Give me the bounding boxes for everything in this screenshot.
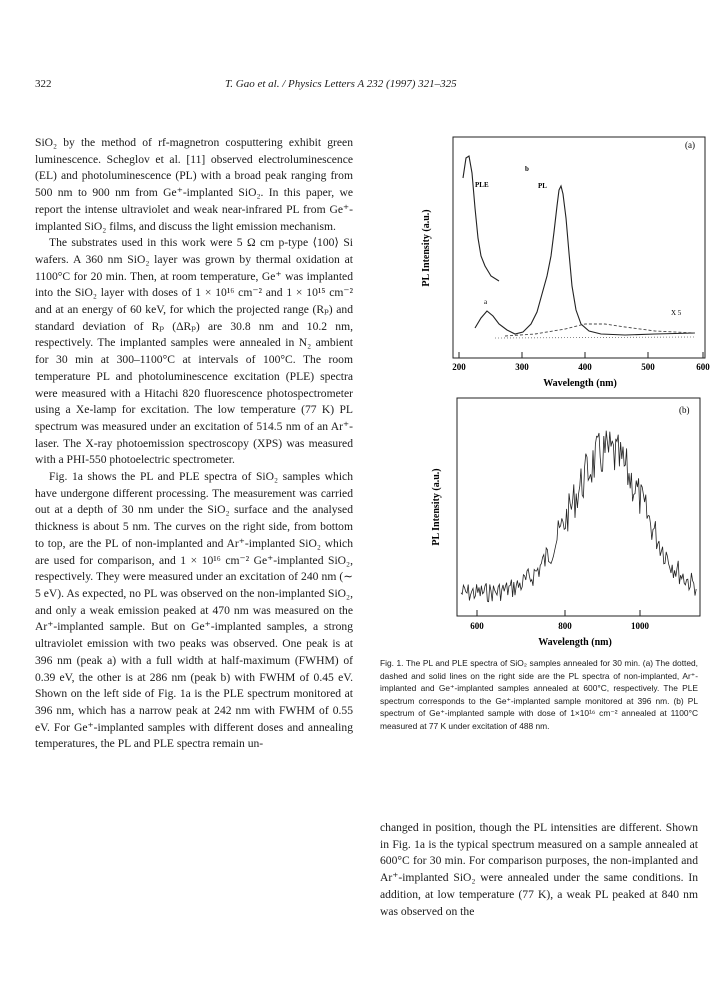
ple-label: PLE xyxy=(475,181,489,189)
ple-curve xyxy=(463,156,499,281)
figure-1b xyxy=(415,393,720,655)
paragraph-intro-end: SiO₂ by the method of rf-magnetron cosputtering exhibit green luminescence. Scheglov et al. [11] observed electroluminescence (EL) and photoluminescence (PL) with a broad peak ranging from 500 nm to 900 nm from Ge⁺-implanted SiO₂. In this paper, we report the intense ultraviolet and weak near-infrared PL from Ge⁺-implanted SiO₂ films, and discuss the light emission mechanism. xyxy=(35,136,353,233)
figure-1b-xtick-label: 600 xyxy=(470,621,484,631)
figure-1b-frame xyxy=(457,398,700,616)
paragraph-results-continued: changed in position, though the PL intensities are different. Shown in Fig. 1a is the typical spectrum measured on a sample annealed at 600°C for 30 min. For comparison purposes, the non-implanted and Ar⁺-implanted SiO₂ were annealed under the same conditions. In addition, at low temperature (77 K), a weak PL peaked at 840 nm was observed on the xyxy=(380,821,698,918)
figure-1b-xtick-label: 800 xyxy=(558,621,572,631)
figure-1a-panel-label: (a) xyxy=(685,140,695,150)
pl-label: PL xyxy=(538,182,547,190)
figure-1a-xtick-label: 200 xyxy=(452,362,466,372)
figure-1a-ylabel: PL Intensity (a.u.) xyxy=(421,209,432,287)
figure-1a-xlabel: Wavelength (nm) xyxy=(543,378,617,389)
figure-1a xyxy=(415,128,720,393)
peak-a-label: a xyxy=(484,298,488,306)
pl-curve-non-implanted xyxy=(495,337,695,338)
scale-factor-label: X 5 xyxy=(671,309,682,317)
figure-1a-xtick-label: 500 xyxy=(641,362,655,372)
pl-curve-77k xyxy=(461,431,696,602)
running-head: T. Gao et al. / Physics Letters A 232 (1997) 321–325 xyxy=(225,78,457,90)
figure-1a-xtick-label: 300 xyxy=(515,362,529,372)
figure-1b-xlabel: Wavelength (nm) xyxy=(538,637,612,648)
page-number: 322 xyxy=(35,78,52,90)
figure-1b-xtick-label: 1000 xyxy=(631,621,649,631)
pl-curve-ge-implanted xyxy=(475,186,695,335)
figure-1a-xticks xyxy=(452,352,710,372)
figure-caption: Fig. 1. The PL and PLE spectra of SiO₂ samples annealed for 30 min. (a) The dotted, dashed and solid lines on the right side are the PL spectra of non-implanted, Ar⁺-implanted and Ge⁺-implanted samples annealed at 600°C, respectively. The PLE spectrum corresponds to the Ge⁺-implanted sample monitored at 396 nm. (b) PL spectrum of Ge⁺-implanted sample with dose of 1×10¹⁶ cm⁻² annealed at 1100°C measured at 77 K under excitation of 488 nm. xyxy=(380,658,698,731)
right-column xyxy=(380,820,698,920)
figure-1b-panel-label: (b) xyxy=(679,405,690,415)
figure-1a-frame xyxy=(453,137,705,358)
paragraph-methods: The substrates used in this work were 5 Ω cm p-type ⟨100⟩ Si wafers. A 360 nm SiO₂ layer was grown by thermal oxidation at 1100°C for 20 min. Then, at room temperature, Ge⁺ was implanted into the SiO₂ layer with doses of 1 × 10¹⁶ cm⁻² and 1 × 10¹⁵ cm⁻² and at an energy of 60 keV, for which the projected range (Rₚ) and standard deviation of Rₚ (ΔRₚ) are 30.8 nm and 10.2 nm, respectively. The implanted samples were annealed in N₂ ambient for 30 min at 300–1100°C at intervals of 100°C. The room temperature PL and photoluminescence excitation (PLE) spectra were measured with a Hitachi 820 fluorescence photospectrometer using a Xe-lamp for excitation. The low temperature (77 K) PL spectrum was measured under an excitation of 514.5 nm of an Ar⁺-laser. The X-ray photoemission spectroscopy (XPS) was measured with a PHI-550 photoelectric spectrometer. xyxy=(35,236,353,467)
paragraph-results: Fig. 1a shows the PL and PLE spectra of SiO₂ samples which have undergone different processing. The measurement was carried out at a depth of 30 nm under the SiO₂ surface and the analysed thickness is about 5 nm. The curves on the right side, from bottom to top, are the PL of non-implanted and Ar⁺-implanted SiO₂ which are used for comparison, and 1 × 10¹⁶ cm⁻² Ge⁺-implanted SiO₂, respectively. They were measured under an excitation of 240 nm (∼ 5 eV). As expected, no PL was observed on the non-implanted SiO₂, and only a weak emission peaked at 470 nm was measured on the Ar⁺-implanted sample. But on Ge⁺-implanted samples, a strong ultraviolet emission with two peaks was observed. One peak is at 396 nm (peak a) with a full width at half-maximum (FWHM) of 0.39 eV, the other is at 286 nm (peak b) with FWHM of 0.45 eV. Shown on the left side of Fig. 1a is the PLE spectrum monitored at 396 nm, which has a narrow peak at 242 nm with FWHM of 0.55 eV. For Ge⁺-implanted samples with different doses and annealing temperatures, the PL and PLE spectra remain un- xyxy=(35,470,353,751)
left-column xyxy=(35,135,353,753)
peak-b-label: b xyxy=(525,165,529,173)
figure-1a-xtick-label: 600 xyxy=(696,362,710,372)
figure-1b-xticks xyxy=(470,610,649,631)
figure-1b-ylabel: PL Intensity (a.u.) xyxy=(431,468,442,546)
figure-1a-xtick-label: 400 xyxy=(578,362,592,372)
